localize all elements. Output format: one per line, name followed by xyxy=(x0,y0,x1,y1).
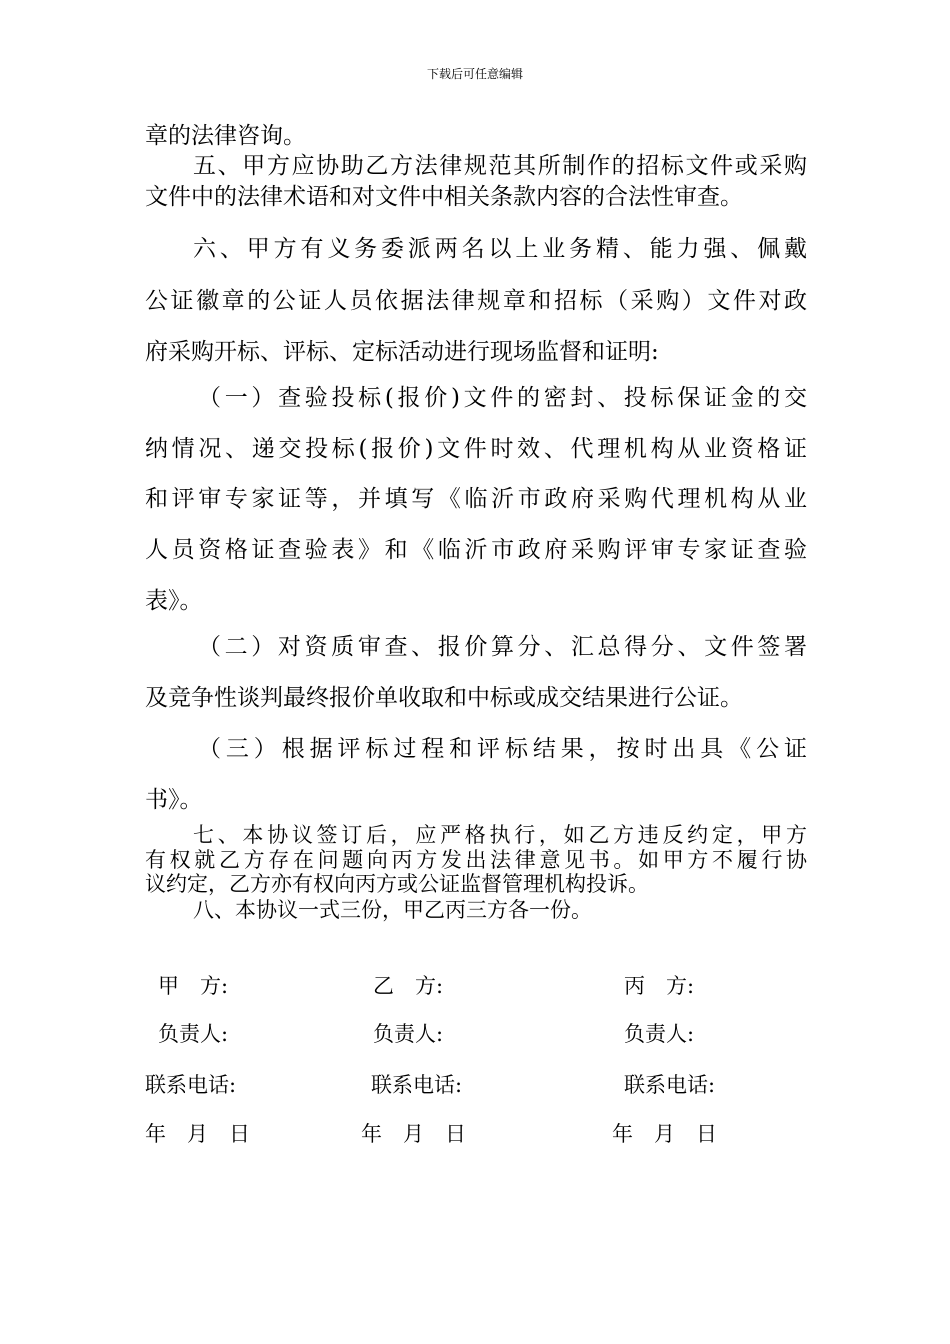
party-b-person: 负责人: xyxy=(373,1022,444,1046)
body-line: 表》。 xyxy=(145,588,203,614)
party-a-person: 负责人: xyxy=(158,1022,229,1046)
body-line: 议约定，乙方亦有权向丙方或公证监督管理机构投诉。 xyxy=(145,872,649,896)
body-line: 五、甲方应协助乙方法律规范其所制作的招标文件或采购 xyxy=(193,153,807,179)
body-line: 有权就乙方存在问题向丙方发出法律意见书。如甲方不履行协 xyxy=(145,848,807,872)
body-line: 八、本协议一式三份，甲乙丙三方各一份。 xyxy=(193,898,592,922)
party-a-date: 年 月 日 xyxy=(145,1122,250,1146)
body-line: （三）根据评标过程和评标结果，按时出具《公证 xyxy=(198,736,807,762)
body-line: 章的法律咨询。 xyxy=(145,123,306,149)
party-b-label: 乙 方: xyxy=(373,974,444,998)
body-line: 及竞争性谈判最终报价单收取和中标或成交结果进行公证。 xyxy=(145,685,743,711)
body-line: （二）对资质审查、报价算分、汇总得分、文件签署 xyxy=(198,634,807,660)
body-line: 纳情况、递交投标(报价)文件时效、代理机构从业资格证 xyxy=(145,436,807,462)
party-a-label: 甲 方: xyxy=(158,974,229,998)
body-line: 公证徽章的公证人员依据法律规章和招标（采购）文件对政 xyxy=(145,288,807,314)
body-line: 府采购开标、评标、定标活动进行现场监督和证明: xyxy=(145,339,659,365)
party-c-phone: 联系电话: xyxy=(624,1073,716,1097)
party-c-date: 年 月 日 xyxy=(612,1122,717,1146)
party-c-label: 丙 方: xyxy=(624,974,695,998)
party-a-phone: 联系电话: xyxy=(145,1073,237,1097)
body-line: 文件中的法律术语和对文件中相关条款内容的合法性审查。 xyxy=(145,184,743,210)
body-line: （一）查验投标(报价)文件的密封、投标保证金的交 xyxy=(198,385,807,411)
body-line: 人员资格证查验表》和《临沂市政府采购评审专家证查验 xyxy=(145,537,807,563)
party-b-date: 年 月 日 xyxy=(361,1122,466,1146)
body-line: 和评审专家证等，并填写《临沂市政府采购代理机构从业 xyxy=(145,486,807,512)
body-line: 七、本协议签订后，应严格执行，如乙方违反约定，甲方 xyxy=(193,823,807,847)
body-line: 书》。 xyxy=(145,787,203,813)
party-b-phone: 联系电话: xyxy=(371,1073,463,1097)
body-line: 六、甲方有义务委派两名以上业务精、能力强、佩戴 xyxy=(193,236,807,262)
party-c-person: 负责人: xyxy=(624,1022,695,1046)
page-header: 下载后可任意编辑 xyxy=(426,67,523,81)
